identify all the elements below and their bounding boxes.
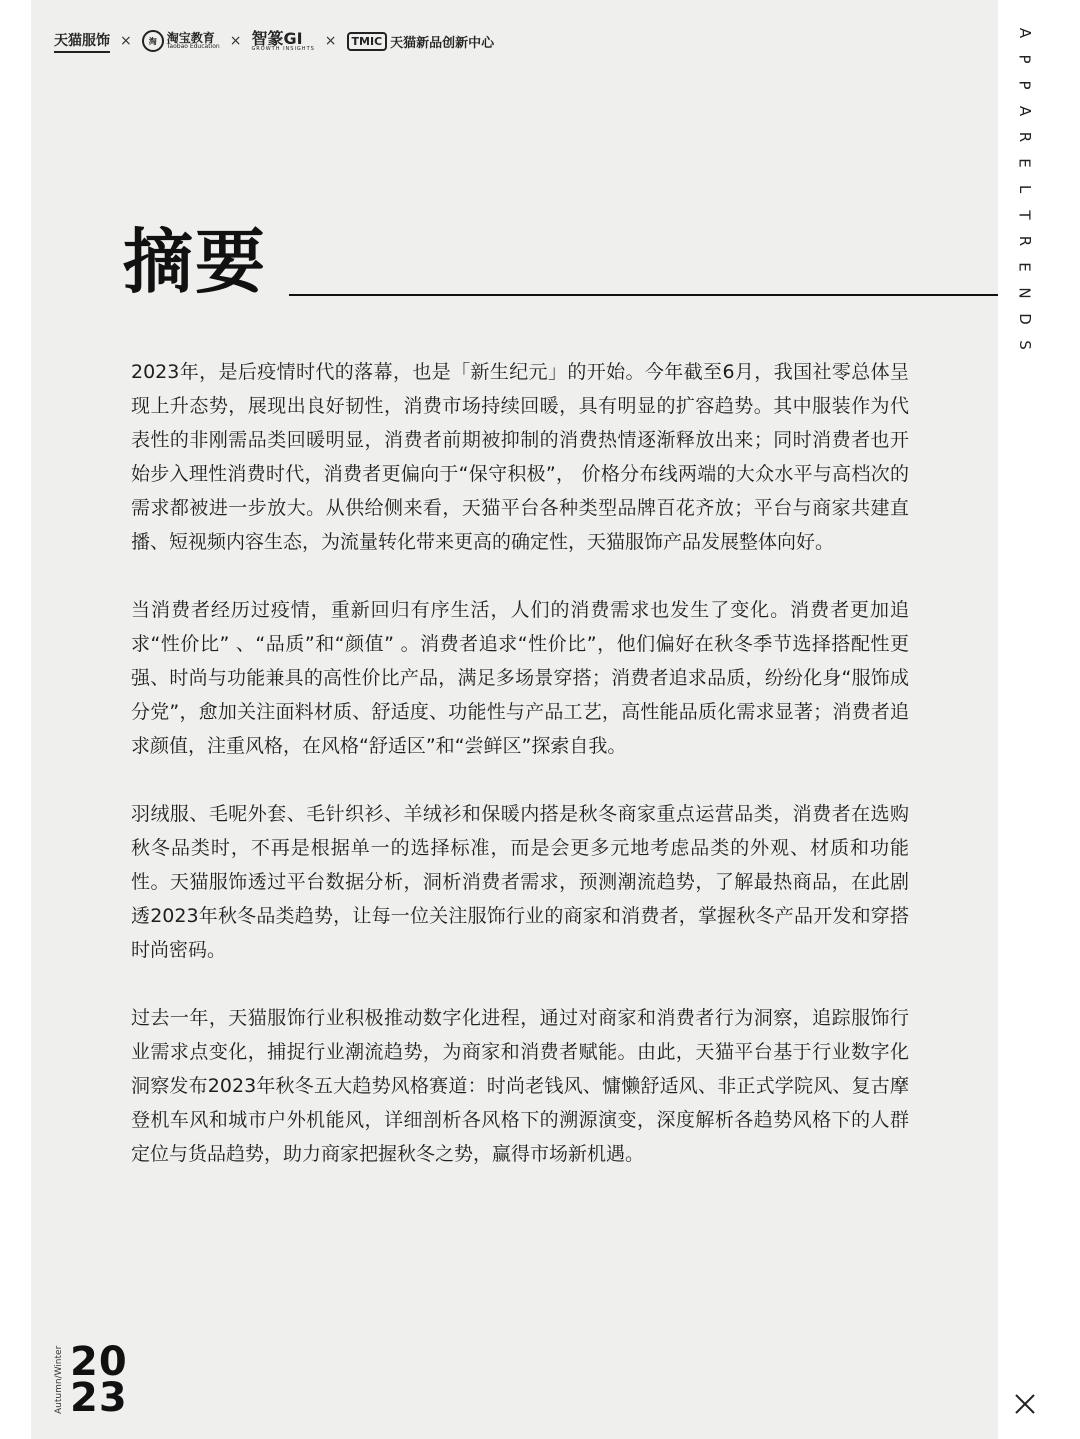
partner-logos [54,26,494,56]
side-letter: P [1015,80,1034,90]
year-badge [54,1339,128,1421]
tmic-mark: TMIC [347,32,388,51]
year-bottom: 23 [70,1375,128,1421]
taobao-edu-cn: 淘宝教育 [166,31,215,45]
side-letter: D [1016,313,1034,325]
separator-x: × [229,33,242,49]
summary-paragraph: 过去一年，天猫服饰行业积极推动数字化进程，通过对商家和消费者行为洞察，追踪服饰行业需求点变化，捕捉行业潮流趋势，为商家和消费者赋能。由此，天猫平台基于行业数字化洞察发布2023年秋冬五大趋势风格赛道：时尚老钱风、慵懒舒适风、非正式学院风、复古摩登机车风和城市户外机能风，详细剖析各风格下的溯源演变，深度解析各趋势风格下的人群定位与货品趋势，助力商家把握秋冬之势，赢得市场新机遇。 [131,1007,909,1165]
title-divider [289,294,998,296]
summary-body [131,355,909,1205]
separator-x: × [120,33,132,49]
side-letter: E [1015,158,1034,168]
season-label: Autumn/Winter [54,1345,64,1415]
tmall-fashion-text: 天猫服饰 [54,32,110,49]
zhizhuan-sub: GROWTH INSIGHTS [251,45,315,52]
side-label-apparel-trends [1012,20,1038,358]
zhizhuan-text [251,28,315,52]
side-letter: P [1015,54,1034,64]
summary-paragraph: 羽绒服、毛呢外套、毛针织衫、羊绒衫和保暖内搭是秋冬商家重点运营品类，消费者在选购秋冬品类时，不再是根据单一的选择标准，而是会更多元地考虑品类的外观、材质和功能性。天猫服饰透过平台数据分析，洞析消费者需求，预测潮流趋势，了解最热商品，在此剧透2023年秋冬品类趋势，让每一位关注服饰行业的商家和消费者，掌握秋冬产品开发和穿搭时尚密码。 [131,803,909,961]
close-icon [1014,1393,1036,1415]
taobao-edu-text [167,32,220,50]
side-letter: R [1016,131,1034,143]
year-number [70,1339,128,1421]
year-top: 20 [70,1339,128,1385]
zhizhuan-gi-logo [251,28,315,52]
side-letter: N [1015,287,1034,299]
side-letter: A [1015,27,1034,39]
summary-paragraph: 当消费者经历过疫情，重新回归有序生活，人们的消费需求也发生了变化。消费者更加追求“性价比” 、“品质”和“颜值” 。消费者追求“性价比”，他们偏好在秋冬季节选择搭配性更强、时尚与功能兼具的高性价比产品，满足多场景穿搭；消费者追求品质，纷纷化身“服饰成分党”，愈加关注面料材质、舒适度、功能性与产品工艺，高性能品质化需求显著；消费者追求颜值，注重风格，在风格“舒适区”和“尝鲜区”探索自我。 [131,599,909,757]
tmall-fashion-logo [54,30,110,53]
zhizhuan-gi: GI [283,28,303,48]
taobao-edu-logo [142,30,220,52]
tmic-name: 天猫新品创新中心 [390,35,495,51]
tmic-logo [347,32,495,51]
zhizhuan-cn: 智篆 [251,28,284,48]
taobao-edu-mark-icon: 淘 [142,30,164,52]
side-letter: L [1015,184,1034,194]
side-letter: A [1015,105,1034,117]
separator-x: × [324,33,337,49]
side-letter: E [1015,262,1034,272]
page-title: 摘要 [123,221,267,303]
side-letter: R [1016,235,1034,247]
side-letter: S [1016,340,1034,350]
taobao-edu-en: Taobao Education [166,43,220,50]
summary-paragraph: 2023年，是后疫情时代的落幕，也是「新生纪元」的开始。今年截至6月，我国社零总体呈现上升态势，展现出良好韧性，消费市场持续回暖，具有明显的扩容趋势。其中服装作为代表性的非刚需品类回暖明显，消费者前期被抑制的消费热情逐渐释放出来；同时消费者也开始步入理性消费时代，消费者更偏向于“保守积极”， 价格分布线两端的大众水平与高档次的需求都被进一步放大。从供给侧来看，天猫平台各种类型品牌百花齐放；平台与商家共建直播、短视频内容生态，为流量转化带来更高的确定性，天猫服饰产品发展整体向好。 [131,361,909,553]
side-letter: T [1015,210,1034,220]
